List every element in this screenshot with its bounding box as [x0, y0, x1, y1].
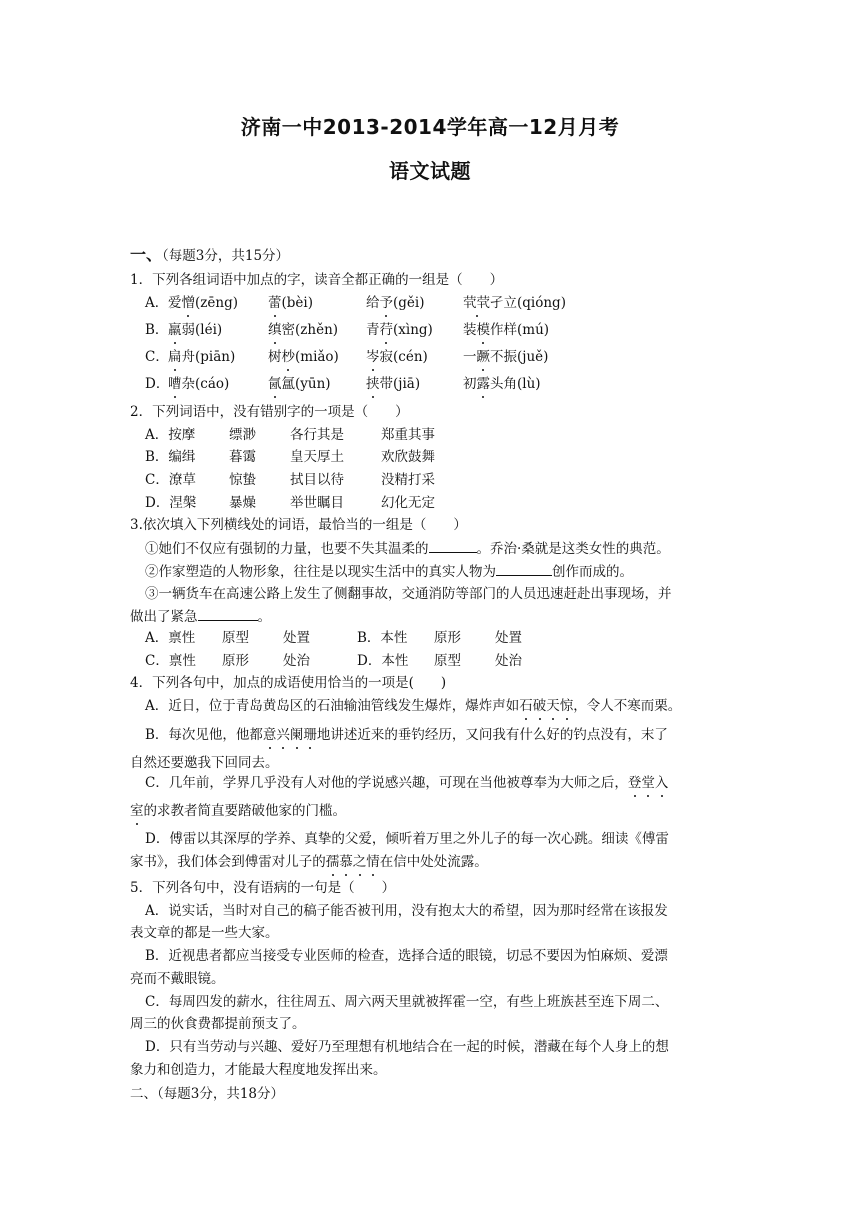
q1-word: 装模作样(mú): [463, 322, 550, 338]
q4-emphasized-idiom: [519, 698, 573, 714]
q1-option-letter: D．: [145, 376, 170, 392]
q1-word: 一蹶不振(juě): [463, 349, 549, 365]
q2-option: A．按摩: [145, 427, 196, 443]
q1-word: 嘈杂(cáo): [168, 376, 230, 392]
q2-word: 暴燥: [229, 495, 256, 511]
q3-word: 处置: [495, 630, 522, 646]
q2-word: 没精打采: [381, 472, 435, 488]
emphasis-char: 堂: [641, 775, 655, 791]
q5-option-d-cont: 象力和创造力，才能最大程度地发挥出来。: [130, 1062, 387, 1078]
q3-sentence-3: ③一辆货车在高速公路上发生了侧翻事故，交通消防等部门的人员迅速赶赴出事现场，并: [145, 586, 672, 602]
q5-option-c: C．每周四发的薪水，往往周五、周六两天里就被挥霍一空，有些上班族甚至连下周二、: [145, 994, 669, 1010]
q2-word: 欢欣鼓舞: [381, 449, 435, 465]
emphasis-char: 孺: [325, 854, 340, 870]
q1-word: 青荇(xìng): [366, 322, 433, 338]
fill-blank: [198, 607, 258, 621]
q3-word: 处治: [283, 653, 310, 669]
emphasis-char: 情: [366, 854, 380, 870]
q3-word: 原形: [434, 630, 461, 646]
q3-word: 原形: [222, 653, 249, 669]
q4-option-b: B．每次见他，他都意兴阑珊地讲述近来的垂钓经历，又问我有什么好的钓点没有，末了: [145, 727, 668, 743]
q2-option: D．涅槃: [145, 495, 197, 511]
q4-emphasized-idiom: [326, 854, 380, 870]
fill-blank: [496, 562, 552, 576]
emphasis-char: 登: [627, 775, 642, 791]
emphasis-char: 珊: [303, 727, 317, 743]
q5-option-d: D．只有当劳动与兴趣、爱好乃至理想有机地结合在一起的时候，潜藏在每个人身上的想: [145, 1039, 669, 1055]
q1-word: 爱憎(zēng): [168, 295, 238, 311]
emphasis-char: 意: [262, 727, 277, 743]
q1-word: 岑寂(cén): [366, 349, 428, 365]
emphasis-char: 入: [654, 775, 669, 791]
q3-word: 处置: [283, 630, 310, 646]
emphasis-char: 石: [519, 698, 533, 714]
section-2-header: 二、（每题3分，共18分）: [130, 1086, 285, 1102]
q1-word: 茕茕孑立(qióng): [463, 295, 566, 311]
q3-sentence-3-cont: 做出了紧急 。: [130, 609, 271, 625]
q3-option: C．禀性: [145, 653, 196, 669]
q4-option-d-cont: 家书》，我们体会到傅雷对儿子的孺慕之情在信中处处流露。: [130, 854, 488, 870]
q2-option: B．编缉: [145, 449, 196, 465]
q2-word: 拭目以待: [290, 472, 344, 488]
q2-word: 举世瞩目: [290, 495, 344, 511]
fill-blank: [429, 539, 477, 553]
q1-word: 扁舟(piān): [168, 349, 236, 365]
q2-word: 惊蛰: [229, 472, 256, 488]
q5-option-a-cont: 表文章的都是一些大家。: [130, 925, 279, 941]
q3-stem: 3.依次填入下列横线处的词语，最恰当的一组是（ ）: [130, 517, 467, 533]
q2-word: 郑重其事: [381, 427, 435, 443]
q4-emphasized-idiom: [130, 803, 144, 819]
q4-stem: 4．下列各句中，加点的成语使用恰当的一项是( ): [130, 675, 447, 691]
q5-option-b: B．近视患者都应当接受专业医师的检查，选择合适的眼镜，切忌不要因为怕麻烦、爱漂: [145, 948, 668, 964]
q2-stem: 2．下列词语中，没有错别字的一项是（ ）: [130, 404, 409, 420]
emphasis-char: 兴: [276, 727, 290, 743]
q4-emphasized-idiom: [263, 727, 317, 743]
q5-option-a: A．说实话，当时对自己的稿子能否被刊用，没有抱太大的希望，因为那时经常在该报发: [145, 903, 668, 919]
q2-option: C．潦草: [145, 472, 196, 488]
q3-word: 原型: [434, 653, 461, 669]
q1-option-letter: A．: [145, 295, 169, 311]
section-1-note: （每题3分，共15分）: [162, 248, 290, 264]
section-1-label: 一、: [130, 245, 163, 264]
q4-option-c: C．几年前，学界几乎没有人对他的学说感兴趣，可现在当他被尊奉为大师之后，登堂入: [145, 775, 669, 791]
emphasis-char: 阑: [289, 727, 304, 743]
q3-option: B．本性: [357, 630, 408, 646]
q3-word: 原型: [222, 630, 249, 646]
q1-word: 蕾(bèi): [268, 295, 313, 311]
emphasis-char: 之: [352, 854, 367, 870]
q4-option-a: A．近日，位于青岛黄岛区的石油输油管线发生爆炸，爆炸声如石破天惊，令人不寒而栗。: [145, 698, 682, 714]
q1-word: 初露头角(lù): [463, 376, 541, 392]
q3-word: 处治: [495, 653, 522, 669]
q4-option-d: D．傅雷以其深厚的学养、真挚的父爱，倾听着万里之外儿子的每一次心跳。细读《傅雷: [145, 831, 669, 847]
q5-option-b-cont: 亮而不戴眼镜。: [130, 971, 225, 987]
exam-title: 济南一中2013-2014学年高一12月月考: [240, 115, 620, 139]
q2-word: 幻化无定: [381, 495, 435, 511]
q1-word: 羸弱(léi): [168, 322, 223, 338]
emphasis-char: 天: [546, 698, 560, 714]
q1-word: 氤氲(yūn): [268, 376, 331, 392]
q5-option-c-cont: 周三的伙食费都提前预支了。: [130, 1016, 306, 1032]
q3-sentence-1: ①她们不仅应有强韧的力量，也要不失其温柔的 。乔治·桑就是这类女性的典范。: [145, 541, 670, 557]
q1-stem: 1．下列各组词语中加点的字，读音全都正确的一组是（ ）: [130, 272, 504, 288]
q4-option-b-cont: 自然还要邀我下回同去。: [130, 755, 279, 771]
exam-subtitle: 语文试题: [389, 159, 471, 183]
q1-word: 树杪(miǎo): [268, 349, 339, 365]
emphasis-char: 破: [532, 698, 547, 714]
q2-word: 各行其是: [290, 427, 344, 443]
q4-option-c-cont: 室的求教者简直要踏破他家的门槛。: [130, 803, 346, 819]
q2-word: 皇天厚土: [290, 449, 344, 465]
q2-word: 暮霭: [229, 449, 256, 465]
q3-sentence-2: ②作家塑造的人物形象，往往是以现实生活中的真实人物为 创作而成的。: [145, 564, 633, 580]
emphasis-char: 室: [130, 803, 144, 819]
q3-option: A．禀性: [145, 630, 196, 646]
q1-option-letter: B．: [145, 322, 169, 338]
q1-option-letter: C．: [145, 349, 169, 365]
q5-stem: 5．下列各句中，没有语病的一句是（ ）: [130, 880, 396, 896]
emphasis-char: 惊: [559, 698, 574, 714]
q3-option: D．本性: [357, 653, 409, 669]
q1-word: 缜密(zhěn): [268, 322, 339, 338]
q2-word: 缥渺: [229, 427, 256, 443]
emphasis-char: 慕: [339, 854, 353, 870]
section-1-header: [130, 246, 289, 265]
q1-word: 给予(gěi): [366, 295, 425, 311]
q4-emphasized-idiom: [628, 775, 669, 791]
q1-word: 挟带(jiā): [366, 376, 421, 392]
